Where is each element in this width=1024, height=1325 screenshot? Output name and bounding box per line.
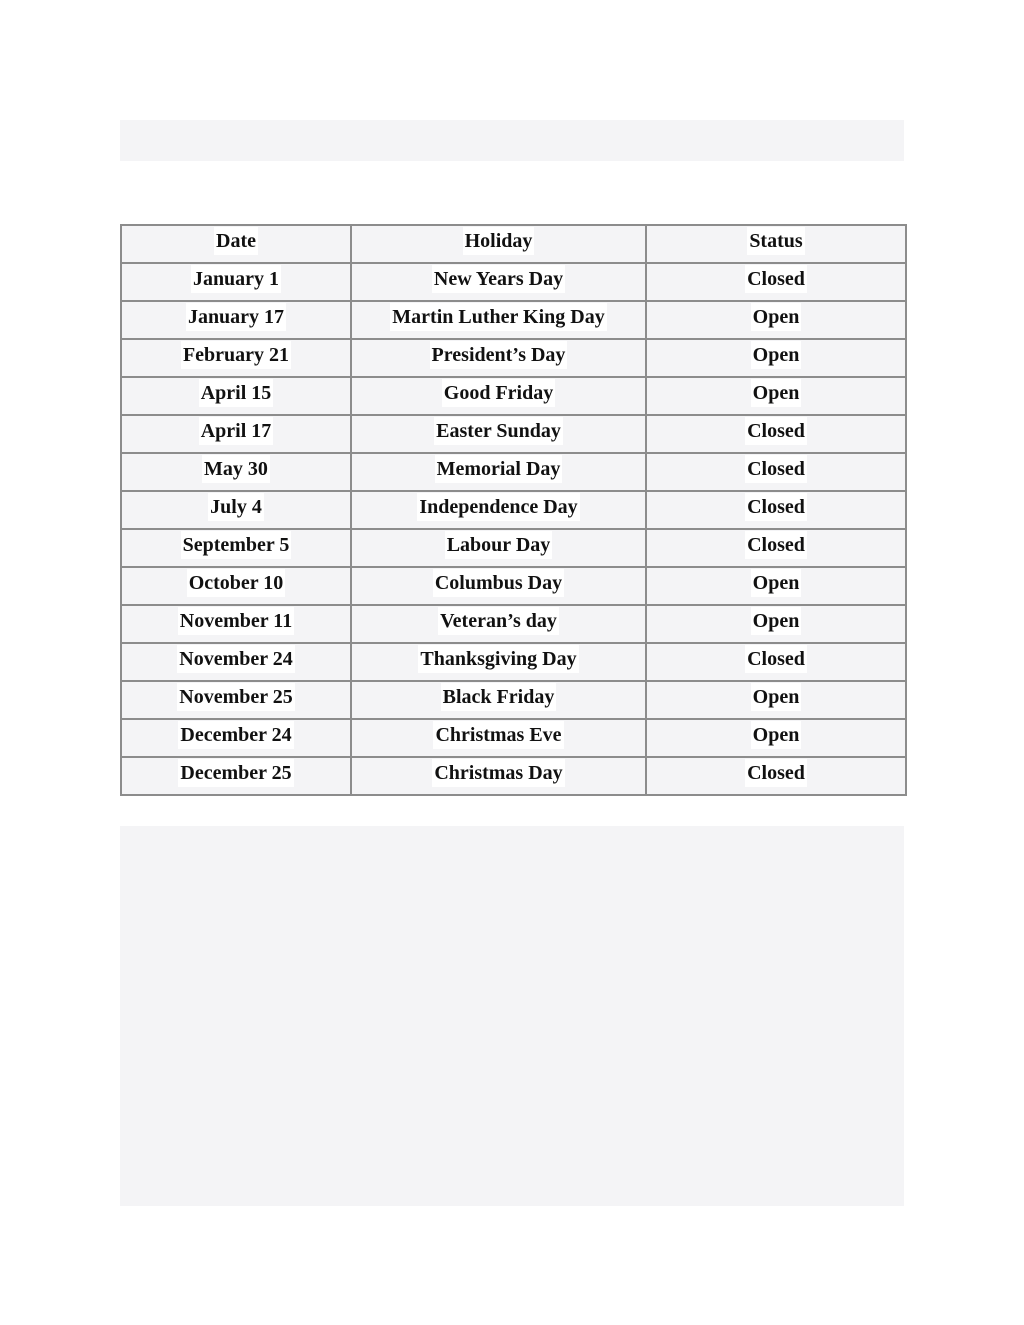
holiday-table — [120, 224, 907, 796]
date-cell: September 5 — [121, 529, 351, 567]
table-row — [121, 453, 906, 491]
column-header-holiday: Holiday — [351, 225, 646, 263]
table-row — [121, 377, 906, 415]
holiday-cell: Veteran’s day — [351, 605, 646, 643]
holiday-cell: Columbus Day — [351, 567, 646, 605]
status-cell: Closed — [646, 491, 906, 529]
holiday-cell: President’s Day — [351, 339, 646, 377]
table-row — [121, 263, 906, 301]
status-cell: Open — [646, 377, 906, 415]
column-header-date: Date — [121, 225, 351, 263]
holiday-cell: Christmas Day — [351, 757, 646, 795]
date-cell: April 15 — [121, 377, 351, 415]
holiday-cell: Thanksgiving Day — [351, 643, 646, 681]
holiday-cell: Good Friday — [351, 377, 646, 415]
table-row — [121, 643, 906, 681]
status-cell: Closed — [646, 453, 906, 491]
date-cell: December 25 — [121, 757, 351, 795]
date-cell: May 30 — [121, 453, 351, 491]
table-header-row — [121, 225, 906, 263]
status-cell: Closed — [646, 415, 906, 453]
holiday-cell: Black Friday — [351, 681, 646, 719]
status-cell: Open — [646, 339, 906, 377]
date-cell: July 4 — [121, 491, 351, 529]
status-cell: Open — [646, 605, 906, 643]
table-row — [121, 757, 906, 795]
status-cell: Open — [646, 719, 906, 757]
table-row — [121, 605, 906, 643]
holiday-cell: Easter Sunday — [351, 415, 646, 453]
column-header-status: Status — [646, 225, 906, 263]
table-row — [121, 681, 906, 719]
blank-panel — [120, 826, 904, 1206]
holiday-cell: New Years Day — [351, 263, 646, 301]
table-row — [121, 339, 906, 377]
date-cell: January 1 — [121, 263, 351, 301]
status-cell: Open — [646, 301, 906, 339]
date-cell: April 17 — [121, 415, 351, 453]
date-cell: November 25 — [121, 681, 351, 719]
table-row — [121, 415, 906, 453]
holiday-cell: Christmas Eve — [351, 719, 646, 757]
status-cell: Closed — [646, 529, 906, 567]
date-cell: October 10 — [121, 567, 351, 605]
date-cell: December 24 — [121, 719, 351, 757]
header-band — [120, 120, 904, 161]
holiday-cell: Independence Day — [351, 491, 646, 529]
status-cell: Closed — [646, 263, 906, 301]
table-row — [121, 567, 906, 605]
status-cell: Open — [646, 681, 906, 719]
date-cell: February 21 — [121, 339, 351, 377]
table-row — [121, 301, 906, 339]
holiday-cell: Labour Day — [351, 529, 646, 567]
holiday-cell: Martin Luther King Day — [351, 301, 646, 339]
date-cell: January 17 — [121, 301, 351, 339]
table-row — [121, 719, 906, 757]
status-cell: Closed — [646, 757, 906, 795]
table-row — [121, 491, 906, 529]
status-cell: Open — [646, 567, 906, 605]
date-cell: November 24 — [121, 643, 351, 681]
table-row — [121, 529, 906, 567]
holiday-cell: Memorial Day — [351, 453, 646, 491]
status-cell: Closed — [646, 643, 906, 681]
date-cell: November 11 — [121, 605, 351, 643]
